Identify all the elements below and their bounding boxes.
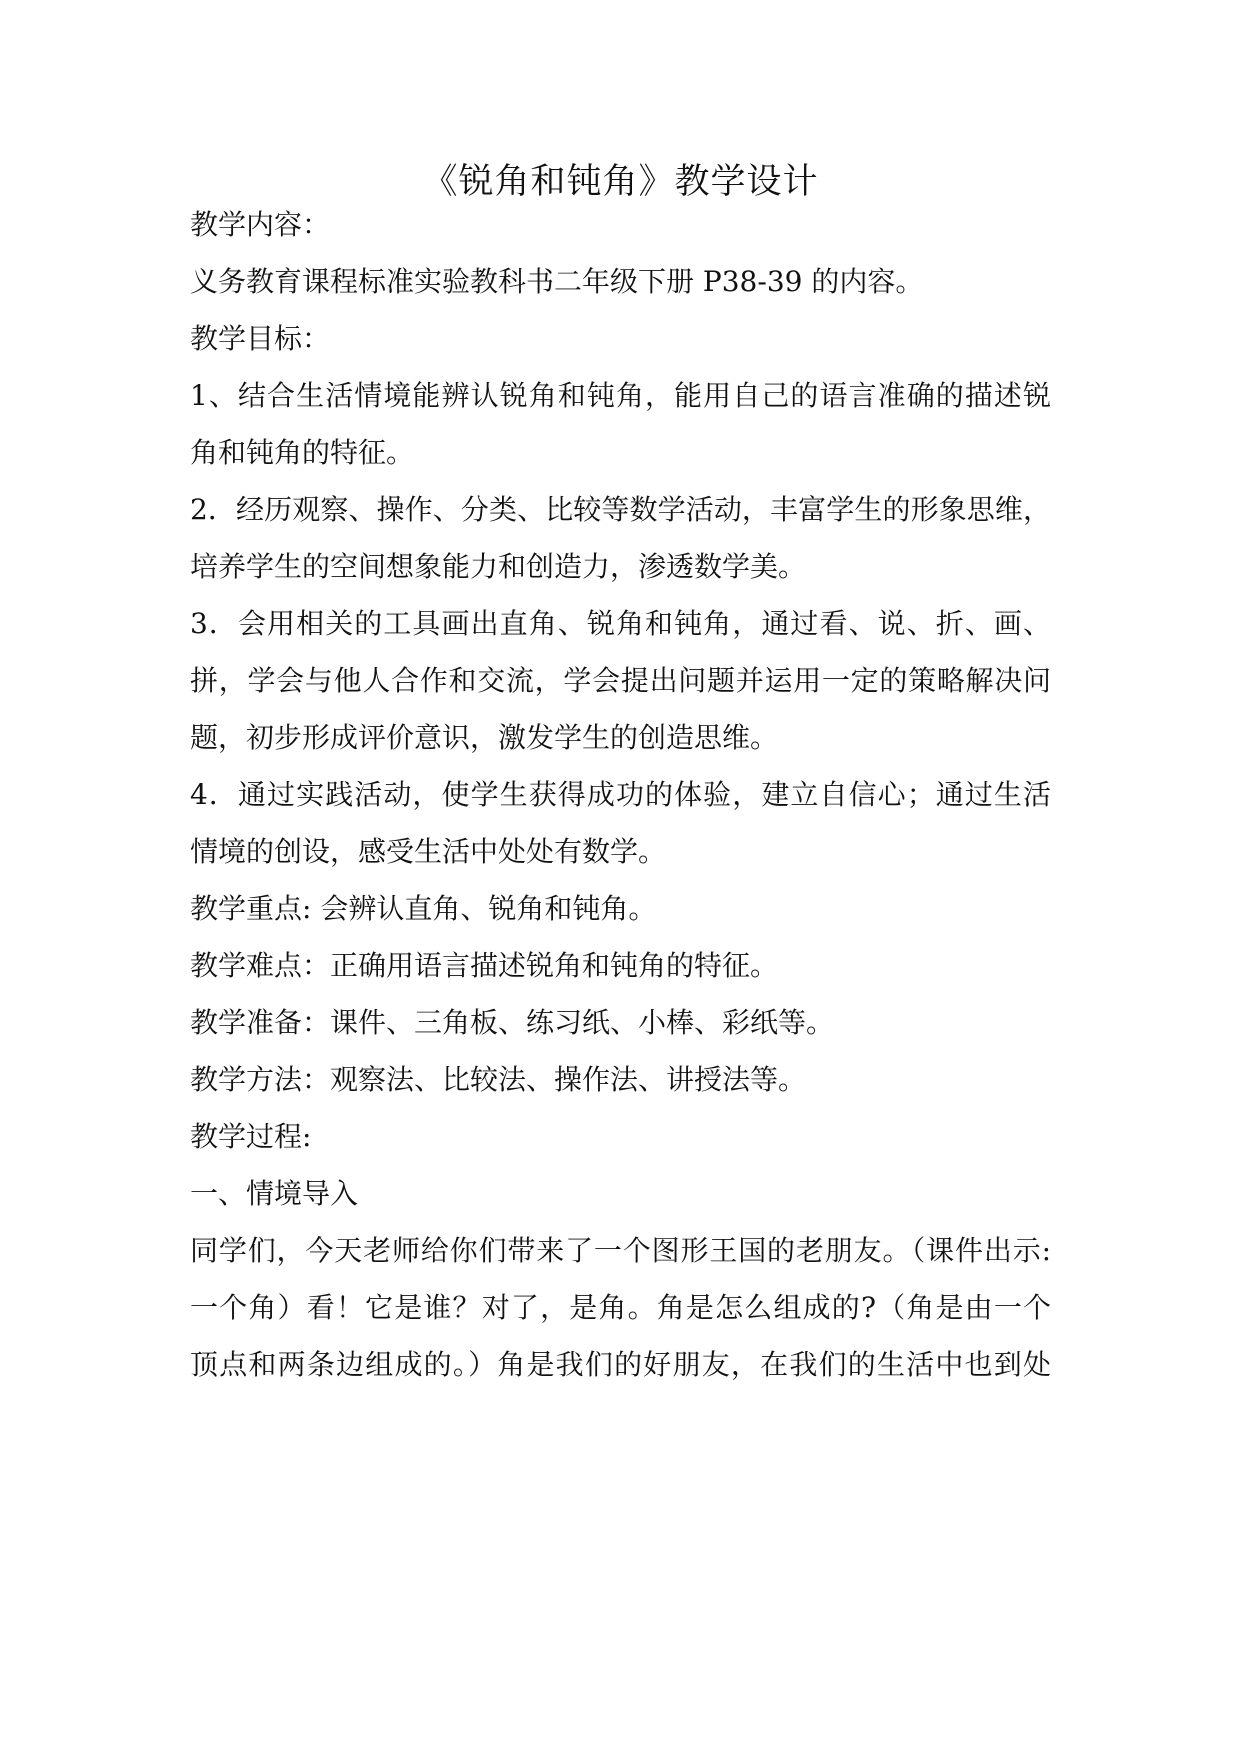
heading-key-points: 教学重点: 会辨认直角、锐角和钝角。 — [190, 892, 657, 925]
paragraph-line: 4．通过实践活动，使学生获得成功的体验，建立自信心；通过生活 — [190, 778, 1051, 811]
paragraph-line: 题，初步形成评价意识，激发学生的创造思维。 — [190, 721, 779, 754]
heading-preparation: 教学准备：课件、三角板、练习纸、小棒、彩纸等。 — [190, 1006, 835, 1039]
paragraph-line: 情境的创设，感受生活中处处有数学。 — [190, 835, 667, 868]
heading-methods: 教学方法：观察法、比较法、操作法、讲授法等。 — [190, 1063, 807, 1096]
section-heading: 一、情境导入 — [190, 1177, 359, 1210]
heading-teaching-goals: 教学目标： — [190, 322, 331, 355]
heading-difficulties: 教学难点：正确用语言描述锐角和钝角的特征。 — [190, 949, 779, 982]
paragraph-line: 拼，学会与他人合作和交流，学会提出问题并运用一定的策略解决问 — [190, 664, 1051, 697]
paragraph-line: 同学们，今天老师给你们带来了一个图形王国的老朋友。（课件出示: — [190, 1234, 1051, 1267]
paragraph-line: 2．经历观察、操作、分类、比较等数学活动，丰富学生的形象思维， — [190, 493, 1051, 526]
paragraph-line: 一个角）看！它是谁？对了，是角。角是怎么组成的?（角是由一个 — [190, 1291, 1051, 1324]
document-title: 《锐角和钝角》教学设计 — [422, 162, 819, 202]
paragraph-line: 角和钝角的特征。 — [190, 436, 415, 469]
paragraph-line: 顶点和两条边组成的。）角是我们的好朋友，在我们的生活中也到处 — [190, 1348, 1051, 1381]
heading-process: 教学过程: — [190, 1120, 312, 1153]
paragraph-line: 义务教育课程标准实验教科书二年级下册 P38-39 的内容。 — [190, 265, 924, 298]
paragraph-line: 1、结合生活情境能辨认锐角和钝角，能用自己的语言准确的描述锐 — [190, 379, 1051, 412]
heading-teaching-content: 教学内容： — [190, 208, 331, 241]
paragraph-line: 3．会用相关的工具画出直角、锐角和钝角，通过看、说、折、画、 — [190, 607, 1051, 640]
paragraph-line: 培养学生的空间想象能力和创造力，渗透数学美。 — [190, 550, 807, 583]
